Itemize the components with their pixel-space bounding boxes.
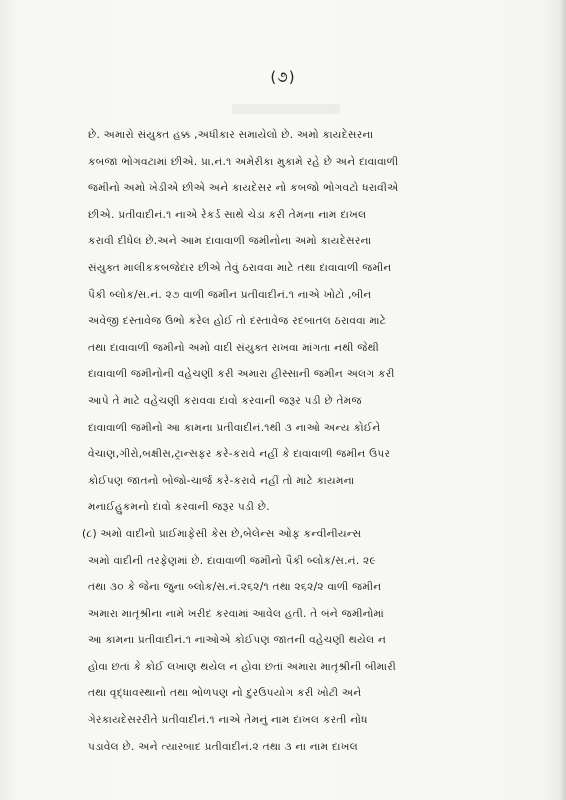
text-line: કરાવી દીધેલ છે.અને આમ દાવાવાળી જમીનોના અમો કાયદેસરના xyxy=(88,234,372,248)
text-line: મનાઈહુકમનો દાવો કરવાની જરૂર પડી છે. xyxy=(88,500,270,514)
text-line: પૈકી બ્લોક/સ.નં. ૨૭ વાળી જમીન પ્રતીવાદીનં.૧ નાએ ખોટો ,બીન xyxy=(88,287,372,301)
text-line: આપે તે માટે વહેચણી કરાવવા દાવો કરવાની જરૂર પડી છે તેમજ xyxy=(88,393,362,407)
text-line: તથા વૃદ્ધાવસ્થાનો તથા ભોળપણ નો દુરઉપયોગ કરી ખોટી અને xyxy=(88,686,362,700)
text-line: દાવાવાળી જમીનો આ કામના પ્રતીવાદીનં.૧થી ૩ નાઓ અન્ય કોઈને xyxy=(88,420,381,434)
text-line: દાવાવાળી જમીનોની વહેચણી કરી અમારા હીસ્સાની જમીન અલગ કરી xyxy=(88,367,395,381)
text-line: છે. અમારો સંયુક્ત હક્ક ,અધીકાર સમાયેલો છે. અમો કાયદેસરના xyxy=(88,128,374,141)
paragraph-8-start-line: (૮) અમો વાદીનો પ્રાઈમાફેસી કેસ છે,બેલેન્સ ઓફ કન્વીનીયન્સ xyxy=(82,526,362,540)
text-line: તથા દાવાવાળી જમીનો અમો વાદી સંયુક્ત રાખવા માંગતા નથી જેથી xyxy=(88,340,380,354)
body-text xyxy=(82,122,468,760)
text-line: છીએ. પ્રતીવાદીનં.૧ નાએ રેકર્ડ સાથે ચેડા કરી તેમના નામ દાખલ xyxy=(88,207,367,221)
text-line: સંયુક્ત માલીકકબજેદાર છીએ તેવું ઠરાવવા માટે તથા દાવાવાળી જમીન xyxy=(88,260,392,274)
text-line: ગેરકાયદેસરરીતે પ્રતીવાદીનં.૧ નાએ તેમનું નામ દાખલ કરતી નોંધ xyxy=(88,713,368,727)
text-line: હોવા છતાં કે કોઈ લખાણ થયેલ ન હોવા છતાં અમારા માતૃશ્રીની બીમારી xyxy=(88,659,397,673)
faint-bleed-through-mark xyxy=(232,104,340,114)
page-number: (૭) xyxy=(270,68,296,86)
text-line: તથા ૩૦ કે જેના જુના બ્લોક/સ.નં.૨૬૨/૧ તથા ૨૬૨/૨ વાળી જમીન xyxy=(88,580,382,594)
text-line: વેચાણ,ગીરો,બક્ષીસ,ટ્રાન્સફર કરે-કરાવે નહીં કે દાવાવાળી જમીન ઉપર xyxy=(88,447,391,461)
text-line: કોઈપણ જાતનો બોજો-ચાર્જ કરે-કરાવે નહીં તો માટે કાયમના xyxy=(88,473,355,487)
text-line: કબજા ભોગવટામાં છીએ. પ્રા.નં.૧ અમેરીકા મુકામે રહે છે અને દાવાવાળી xyxy=(88,154,399,168)
text-line: આ કામના પ્રતીવાદીનં.૧ નાઓએ કોઈપણ જાતની વહેચણી થયેલ ન xyxy=(88,633,387,647)
text-line: જમીનો અમો ખેડીએ છીએ અને કાયદેસર નો કબજો ભોગવટો ધરાવીએ xyxy=(88,181,399,195)
text-line: અમારા માતૃશ્રીના નામે ખરીદ કરવામાં આવેલ હતી. તે બંને જમીનોમાં xyxy=(88,606,384,620)
text-line: પડાવેલ છે. અને ત્યારબાદ પ્રતીવાદીનં.૨ તથા ૩ ના નામ દાખલ xyxy=(88,739,358,753)
text-line: અવેજી દસ્તાવેજ ઉભો કરેલ હોઈ તો દસ્તાવેજ રદબાતલ ઠરાવવા માટે xyxy=(88,314,387,328)
text-line: અમો વાદીની તરફેણમાં છે. દાવાવાળી જમીનો પૈકી બ્લોક/સ.નં. ૨૯ xyxy=(88,553,377,567)
